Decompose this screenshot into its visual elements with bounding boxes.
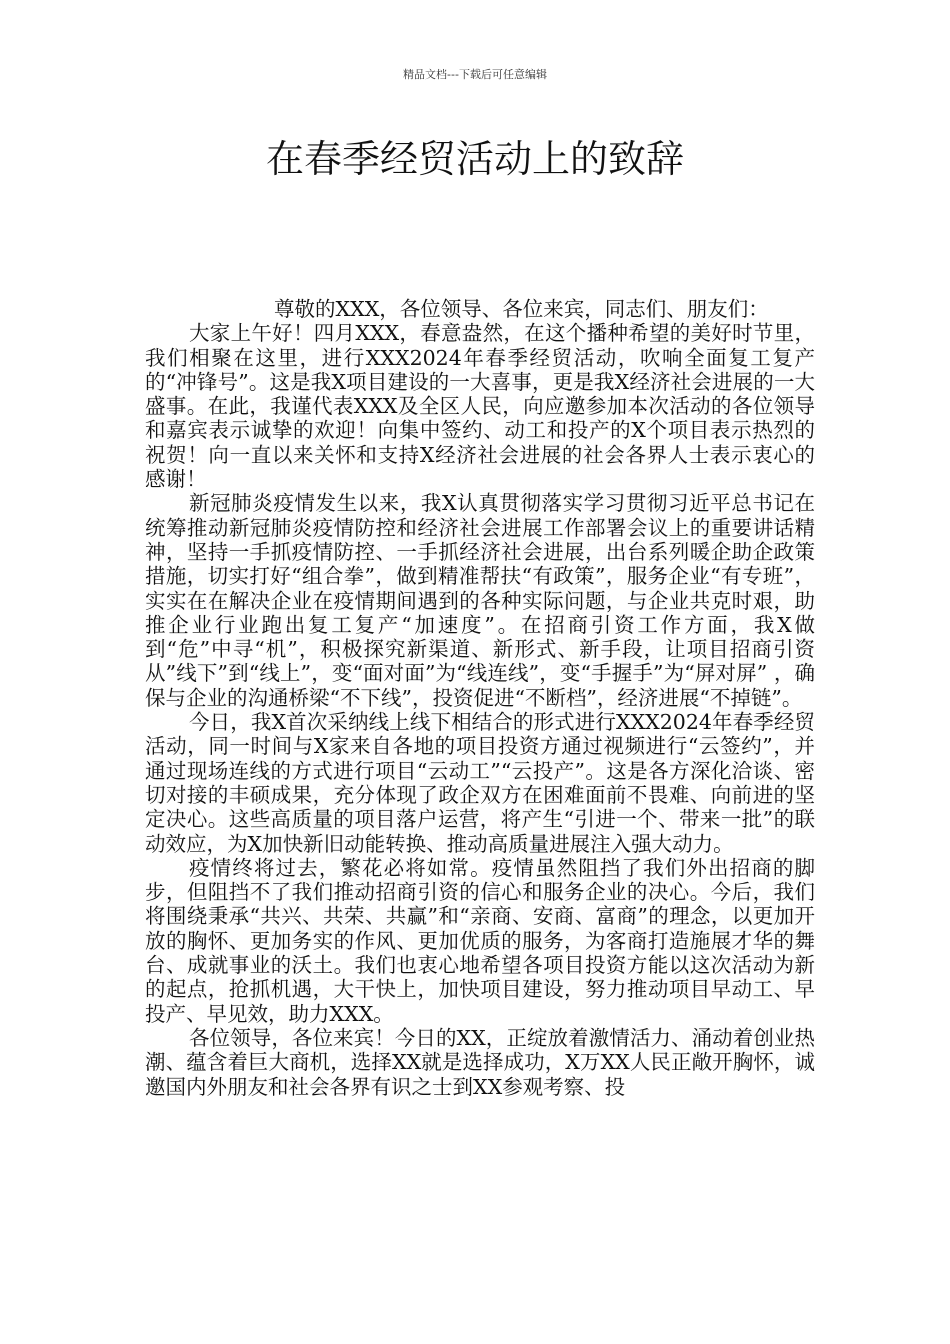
document-title: 在春季经贸活动上的致辞 <box>265 137 684 181</box>
paragraph-2: 新冠肺炎疫情发生以来，我X认真贯彻落实学习贯彻习近平总书记在统筹推动新冠肺炎疫情防控和经济社会进展工作部署会议上的重要讲话精神，坚持一手抓疫情防控、一手抓经济社会进展，出台系列暖企助企政策措施，切实打好“组合拳”，做到精准帮扶“有政策”，服务企业“有专班”，实实在在解决企业在疫情期间遇到的各种实际问题，与企业共克时艰，助推企业行业跑出复工复产“加速度”。在招商引资工作方面，我X做到“危”中寻“机”，积极探究新渠道、新形式、新手段，让项目招商引资从”线下”到“线上”，变“面对面”为“线连线”，变“手握手”为“屏对屏” ，确保与企业的沟通桥梁“不下线”，投资促进“不断档”，经济进展“不掉链”。 <box>145 491 815 710</box>
document-body <box>145 297 815 1099</box>
header-note: 精品文档---下载后可任意编辑 <box>403 68 547 81</box>
paragraph-3: 今日，我X首次采纳线上线下相结合的形式进行XXX2024年春季经贸活动，同一时间与X家来自各地的项目投资方通过视频进行“云签约”，并通过现场连线的方式进行项目“云动工”“云投产”。这是各方深化洽谈、密切对接的丰硕成果，充分体现了政企双方在困难面前不畏难、向前进的坚定决心。这些高质量的项目落户运营，将产生“引进一个、带来一批”的联动效应，为X加快新旧动能转换、推动高质量进展注入强大动力。 <box>145 710 815 856</box>
salutation: 尊敬的XXX，各位领导、各位来宾，同志们、朋友们： <box>274 297 769 321</box>
paragraph-4: 疫情终将过去，繁花必将如常。疫情虽然阻挡了我们外出招商的脚步，但阻挡不了我们推动招商引资的信心和服务企业的决心。今后，我们将围绕秉承“共兴、共荣、共赢”和“亲商、安商、富商”的理念，以更加开放的胸怀、更加务实的作风、更加优质的服务，为客商打造施展才华的舞台、成就事业的沃土。我们也衷心地希望各项目投资方能以这次活动为新的起点，抢抓机遇，大干快上，加快项目建设，努力推动项目早动工、早投产、早见效，助力XXX。 <box>145 855 815 1026</box>
paragraph-1: 大家上午好！四月XXX，春意盎然，在这个播种希望的美好时节里，我们相聚在这里，进行XXX2024年春季经贸活动，吹响全面复工复产的“冲锋号”。这是我X项目建设的一大喜事，更是我X经济社会进展的一大盛事。在此，我谨代表XXX及全区人民，向应邀参加本次活动的各位领导和嘉宾表示诚挚的欢迎！向集中签约、动工和投产的X个项目表示热烈的祝贺！向一直以来关怀和支持X经济社会进展的社会各界人士表示衷心的感谢！ <box>145 321 815 492</box>
paragraph-5: 各位领导，各位来宾！今日的XX，正绽放着激情活力、涌动着创业热潮、蕴含着巨大商机，选择XX就是选择成功，X万XX人民正敞开胸怀，诚邀国内外朋友和社会各界有识之士到XX参观考察、投 <box>145 1025 815 1099</box>
